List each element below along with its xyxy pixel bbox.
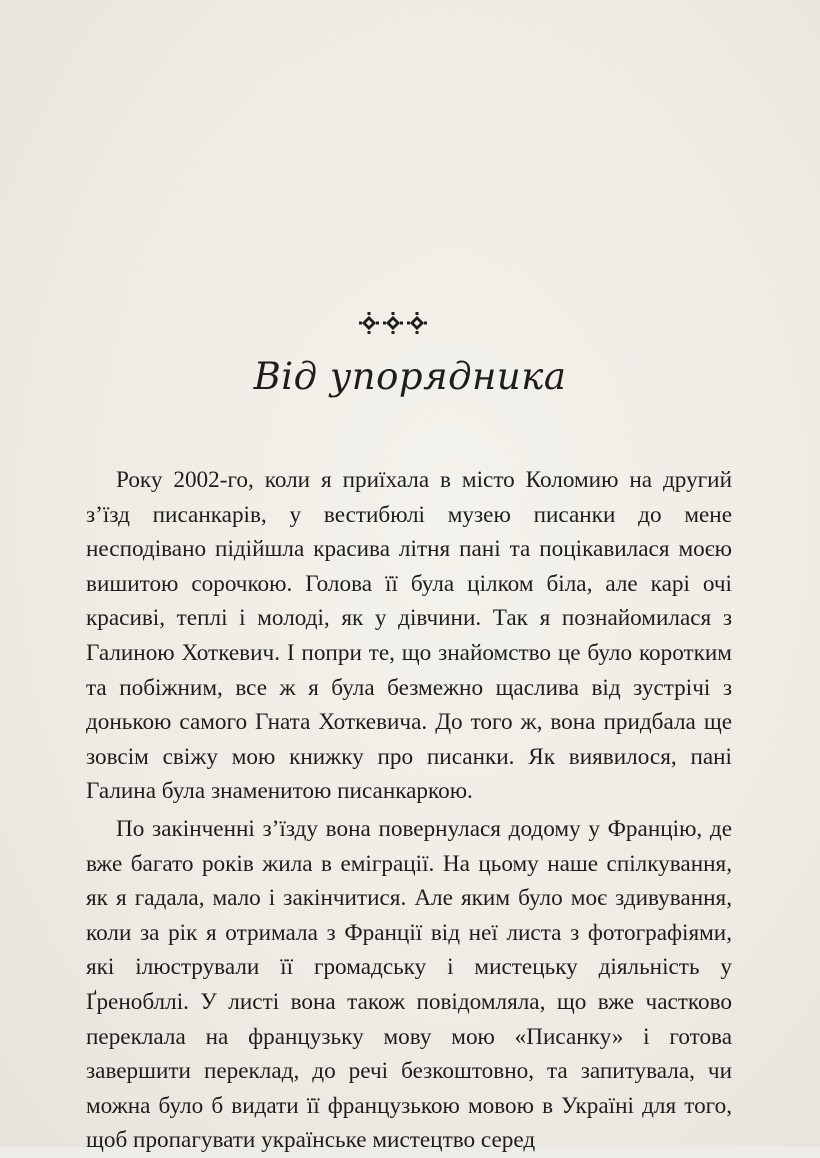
paragraph: По закінченні з’їзду вона повернулася додому у Францію, де вже багато років жила в еміграції. На цьому наше спілкування, як я гадала, мало і закінчитися. Але яким було моє здивування, коли за рік я отримала з Франції від неї листа з фотографіями, які ілюстрували її громадську і мистецьку діяльність у Ґренобллі. У листі вона також повідомляла, що вже частково переклала на французьку мову мою «Писанку» і готова завершити переклад, до речі безкоштовно, та запитувала, чи можна було б видати її французькою мовою в Україні для того, щоб пропагувати українське мистецтво серед [86, 815, 732, 1154]
body-text [86, 463, 732, 1158]
embroidery-ornament-icon [358, 310, 428, 336]
section-title: Від упорядника [253, 355, 567, 398]
paragraph: Року 2002-го, коли я приїхала в місто Коломию на другий з’їзд писанкарів, у вестибюлі музею писанки до мене несподівано підійшла красива літня пані та поцікавилася моєю вишитою сорочкою. Голова її була цілком біла, але карі очі красиві, теплі і молоді, як у дівчини. Так я познайомилася з Галиною Хоткевич. І попри те, що знайомство це було коротким та побіжним, все ж я була безмежно щаслива від зустрічі з донькою самого Гната Хоткевича. До того ж, вона придбала ще зовсім свіжу мою книжку про писанки. Як виявилося, пані Галина була знаменитою писанкаркою. [86, 467, 732, 805]
